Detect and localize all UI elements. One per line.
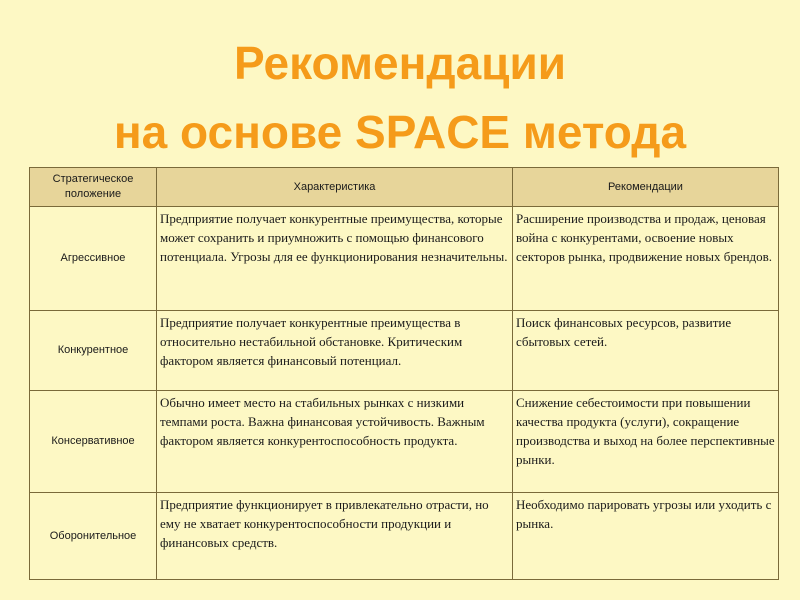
cell-position: Оборонительное <box>30 493 157 580</box>
cell-position: Консервативное <box>30 391 157 493</box>
cell-recommendations: Необходимо парировать угрозы или уходить с рынка. <box>513 493 779 580</box>
cell-characteristic: Предприятие функционирует в привлекательно отрасти, но ему не хватает конкурентоспособности продукции и финансовых средств. <box>157 493 513 580</box>
cell-position: Агрессивное <box>30 207 157 311</box>
table-header-row <box>30 168 779 207</box>
cell-characteristic: Обычно имеет место на стабильных рынках с низкими темпами роста. Важна финансовая устойчивость. Важным фактором является конкурентоспособность продукта. <box>157 391 513 493</box>
table-row-defensive <box>30 493 779 580</box>
header-characteristic: Характеристика <box>157 168 513 207</box>
cell-characteristic: Предприятие получает конкурентные преимущества, которые может сохранить и приумножить с помощью финансового потенциала. Угрозы для ее функционирования незначительны. <box>157 207 513 311</box>
cell-recommendations: Расширение производства и продаж, ценовая война с конкурентами, освоение новых секторов рынка, продвижение новых брендов. <box>513 207 779 311</box>
table-row-conservative <box>30 391 779 493</box>
table-row-aggressive <box>30 207 779 311</box>
page-title-line-1: Рекомендации <box>233 37 567 89</box>
table-row-competitive <box>30 311 779 391</box>
cell-recommendations: Поиск финансовых ресурсов, развитие сбытовых сетей. <box>513 311 779 391</box>
cell-characteristic: Предприятие получает конкурентные преимущества в относительно нестабильной обстановке. Критическим фактором является финансовый потенциал. <box>157 311 513 391</box>
cell-position: Конкурентное <box>30 311 157 391</box>
header-recommendations: Рекомендации <box>513 168 779 207</box>
space-recommendations-table <box>29 167 779 580</box>
page-title-line-2: на основе SPACE метода <box>113 106 687 158</box>
cell-recommendations: Снижение себестоимости при повышении качества продукта (услуги), сокращение производства и выход на более перспективные рынки. <box>513 391 779 493</box>
header-strategic-position: Стратегическое положение <box>30 168 157 207</box>
